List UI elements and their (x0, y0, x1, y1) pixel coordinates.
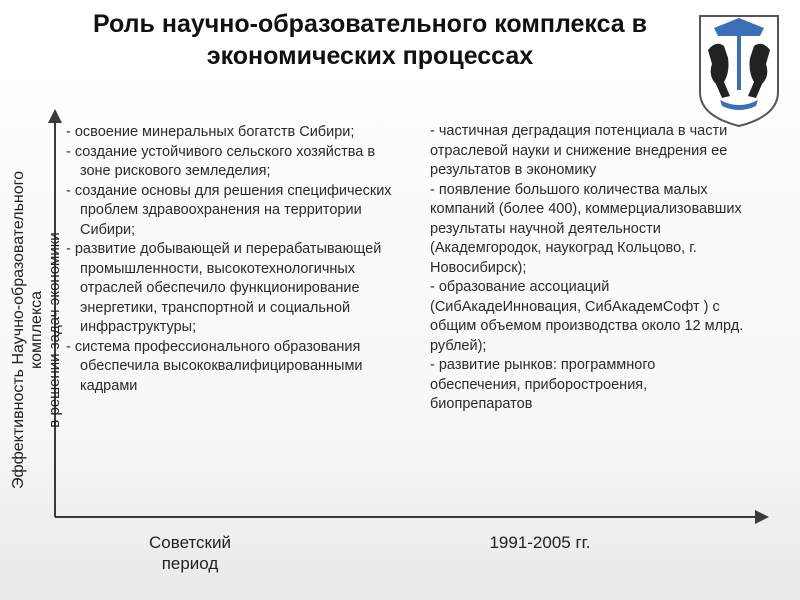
list-item: - развитие рынков: программного обеспечения, приборостроения, биопрепаратов (430, 357, 656, 412)
x-axis-label-soviet-line2: период (161, 554, 219, 573)
list-item: - создание основы для решения специфических проблем здравоохранения на территории Сибири; (66, 182, 392, 238)
list-item: - образование ассоциаций (СибАкадеИнновация, СибАкадемСофт ) с общим объемом производства около 12 млрд. рублей); (430, 279, 744, 354)
list-item: - система профессионального образования обеспечила высококвалифицированными кадрами (66, 338, 363, 394)
soviet-period-list (66, 123, 396, 396)
list-item: - создание устойчивого сельского хозяйства в зоне рискового земледелия; (66, 143, 376, 179)
slide-title: Роль научно-образовательного комплекса в экономических процессах (92, 10, 648, 70)
x-axis-label-modern: 1991-2005 гг. (489, 533, 591, 552)
y-axis-label (10, 130, 64, 530)
list-item: - появление большого количества малых компаний (более 400), коммерциализовавших результаты научной деятельности (Академгородок, наукоград Кольцово, г. Новосибирск); (430, 181, 742, 276)
list-item: - освоение минеральных богатств Сибири; (66, 124, 355, 140)
x-axis-label-soviet (120, 532, 260, 574)
y-axis-label-line3: в решении задач экономики (46, 232, 63, 428)
modern-period-list (426, 122, 746, 415)
y-axis-label-line2: комплекса (28, 290, 45, 370)
x-axis-label-soviet-line1: Советский (149, 533, 231, 552)
y-axis-label-line1: Эффективность Научно-образовательного (10, 170, 27, 490)
list-item: - развитие добывающей и перерабатывающей промышленности, высокотехнологичных отраслей обеспечило функционирование энергетики, транспортной и социальной инфраструктуры; (66, 241, 382, 335)
list-item: - частичная деградация потенциала в части отраслевой науки и снижение внедрения ее результатов в экономику (430, 123, 728, 178)
